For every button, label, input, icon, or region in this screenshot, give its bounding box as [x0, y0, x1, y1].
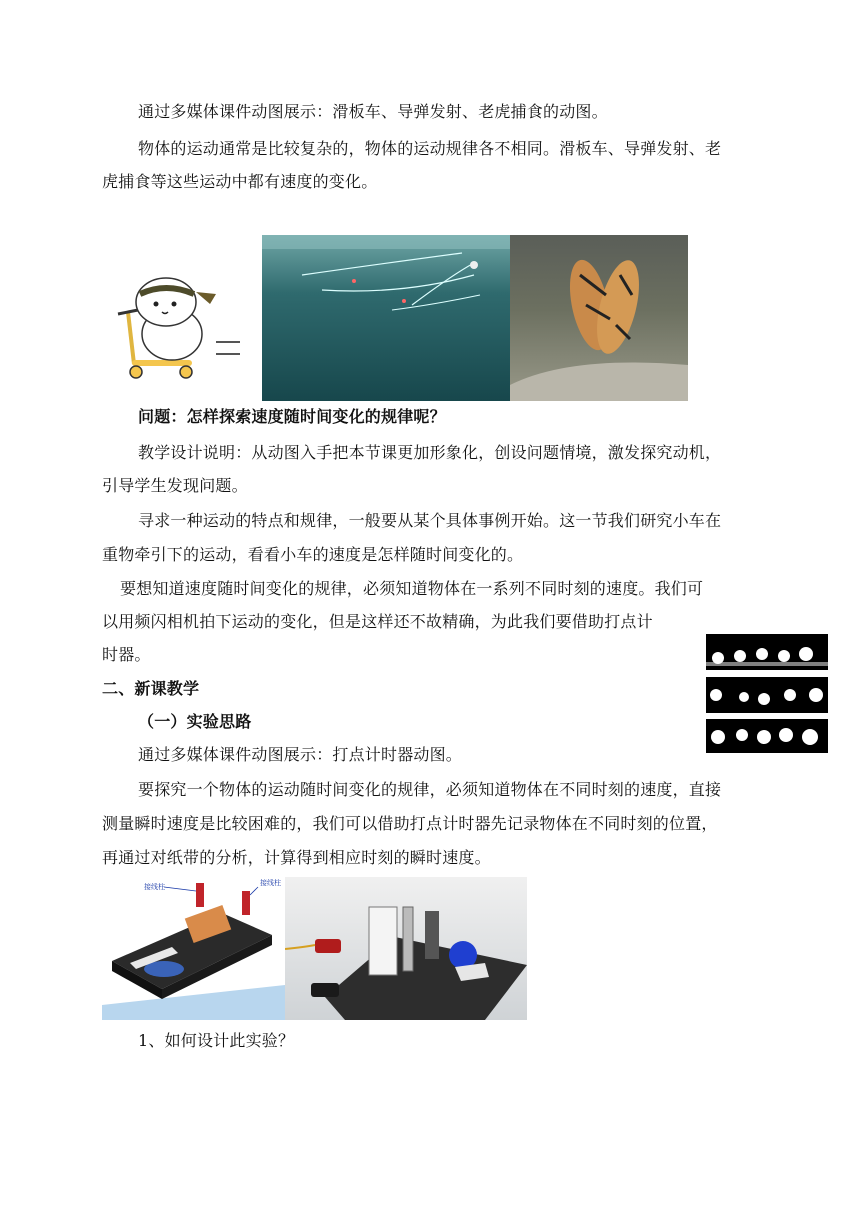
motion-paragraph-line1: 物体的运动通常是比较复杂的，物体的运动规律各不相同。滑板车、导弹发射、老 — [138, 139, 722, 158]
question-heading: 问题：怎样探索速度随时间变化的规律呢？ — [138, 407, 446, 426]
missile-launch-figure — [262, 235, 510, 401]
design-note-line1: 教学设计说明：从动图入手把本节课更加形象化，创设问题情境，激发探究动机， — [138, 443, 722, 462]
explore-paragraph-line1: 要探究一个物体的运动随时间变化的规律，必须知道物体在不同时刻的速度，直接 — [138, 780, 722, 799]
motion-paragraph-line2: 虎捕食等这些运动中都有速度的变化。 — [102, 172, 378, 191]
seek-paragraph-line1: 寻求一种运动的特点和规律，一般要从某个具体事例开始。这一节我们研究小车在 — [138, 511, 722, 530]
timer-animation-paragraph: 通过多媒体课件动图展示：打点计时器动图。 — [138, 745, 463, 764]
spark-timer-figure — [285, 877, 527, 1020]
subsection-heading-experiment: （一）实验思路 — [138, 712, 252, 731]
intro-paragraph: 通过多媒体课件动图展示：滑板车、导弹发射、老虎捕食的动图。 — [138, 102, 608, 121]
design-note-line2: 引导学生发现问题。 — [102, 476, 248, 495]
know-paragraph-line3: 时器。 — [102, 645, 151, 664]
explore-paragraph-line3: 再通过对纸带的分析，计算得到相应时刻的瞬时速度。 — [102, 848, 491, 867]
question-1-design: 1、如何设计此实验？ — [138, 1031, 295, 1050]
strobe-photo-strip-1 — [706, 634, 828, 670]
strobe-photo-strip-3 — [706, 719, 828, 753]
tiger-figure — [510, 235, 688, 401]
terminal-label-left: 接线柱 — [144, 883, 165, 891]
seek-paragraph-line2: 重物牵引下的运动，看看小车的速度是怎样随时间变化的。 — [102, 545, 524, 564]
terminal-label-right: 接线柱 — [260, 879, 281, 887]
section-heading-new-lesson: 二、新课教学 — [102, 679, 200, 698]
scooter-cartoon-figure — [104, 272, 254, 384]
electromagnetic-timer-figure — [102, 877, 285, 1020]
know-paragraph-line1: 要想知道速度随时间变化的规律，必须知道物体在一系列不同时刻的速度。我们可 — [120, 579, 704, 598]
know-paragraph-line2: 以用频闪相机拍下运动的变化，但是这样还不故精确，为此我们要借助打点计 — [102, 612, 653, 631]
strobe-photo-strip-2 — [706, 677, 828, 713]
explore-paragraph-line2: 测量瞬时速度是比较困难的，我们可以借助打点计时器先记录物体在不同时刻的位置， — [102, 814, 718, 833]
